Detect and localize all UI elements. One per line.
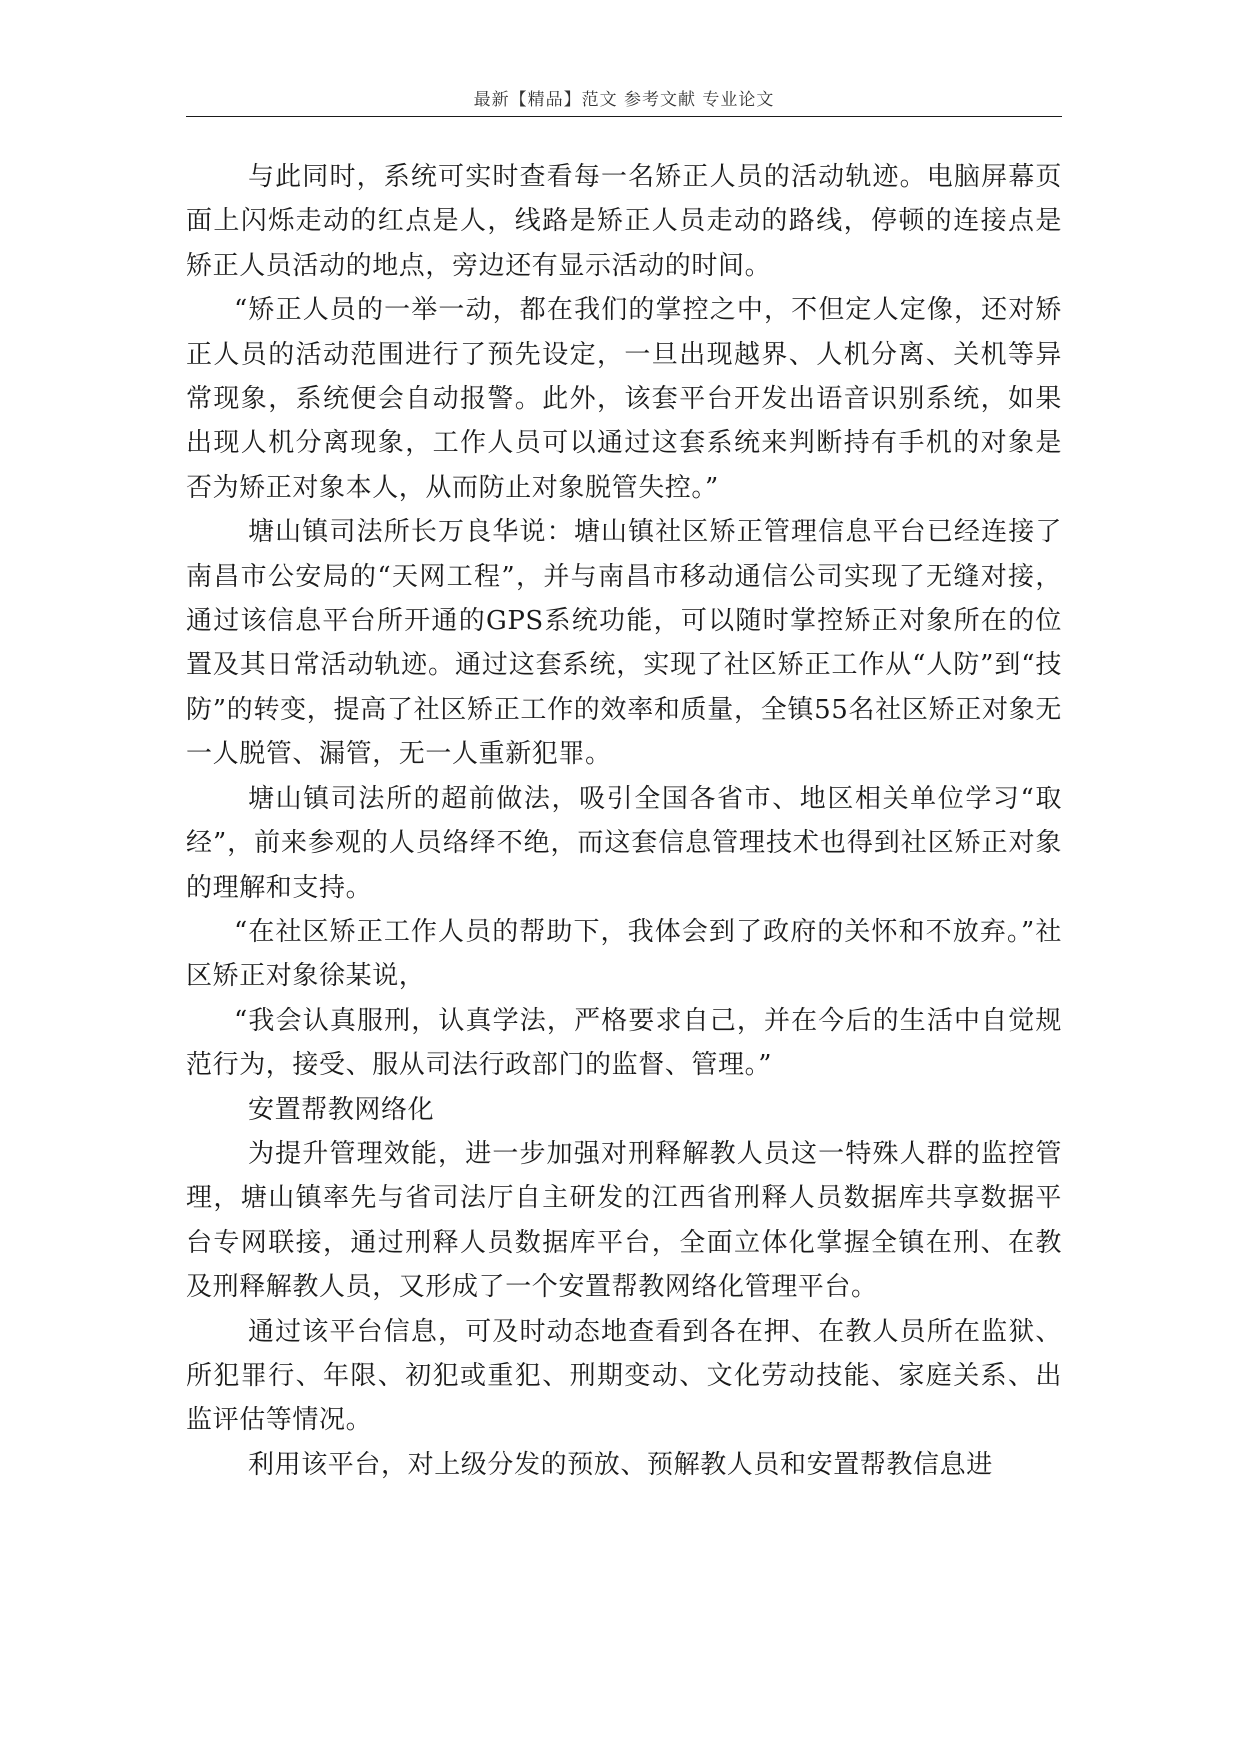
paragraph-tracking-system: 与此同时，系统可实时查看每一名矫正人员的活动轨迹。电脑屏幕页面上闪烁走动的红点是人，线路是矫正人员走动的路线，停顿的连接点是矫正人员活动的地点，旁边还有显示活动的时间。: [186, 162, 1062, 281]
paragraph-quote-monitoring: “矫正人员的一举一动，都在我们的掌控之中，不但定人定像，还对矫正人员的活动范围进行了预先设定，一旦出现越界、人机分离、关机等异常现象，系统便会自动报警。此外，该套平台开发出语音识别系统，如果出现人机分离现象，工作人员可以通过这套系统来判断持有手机的对象是否为矫正对象本人，从而防止对象脱管失控。”: [186, 295, 1062, 503]
paragraph-quote-pledge: “我会认真服刑，认真学法，严格要求自己，并在今后的生活中自觉规范行为，接受、服从司法行政部门的监督、管理。”: [186, 1005, 1062, 1081]
header-divider: [186, 116, 1062, 117]
paragraph-platform-info: 通过该平台信息，可及时动态地查看到各在押、在教人员所在监狱、所犯罪行、年限、初犯或重犯、刑期变动、文化劳动技能、家庭关系、出监评估等情况。: [186, 1316, 1062, 1436]
section-subheading: 安置帮教网络化: [248, 1094, 435, 1125]
page-header: 最新【精品】范文 参考文献 专业论文: [473, 90, 775, 110]
document-body: [186, 155, 1062, 1487]
paragraph-quote-gratitude: “在社区矫正工作人员的帮助下，我体会到了政府的关怀和不放弃。”社区矫正对象徐某说，: [186, 916, 1062, 992]
paragraph-visitors: 塘山镇司法所的超前做法，吸引全国各省市、地区相关单位学习“取经”，前来参观的人员络绎不绝，而这套信息管理技术也得到社区矫正对象的理解和支持。: [186, 783, 1062, 903]
paragraph-director-statement: 塘山镇司法所长万良华说：塘山镇社区矫正管理信息平台已经连接了南昌市公安局的“天网工程”，并与南昌市移动通信公司实现了无缝对接，通过该信息平台所开通的GPS系统功能，可以随时掌控矫正对象所在的位置及其日常活动轨迹。通过这套系统，实现了社区矫正工作从“人防”到“技防”的转变，提高了社区矫正工作的效率和质量，全镇55名社区矫正对象无一人脱管、漏管，无一人重新犯罪。: [186, 517, 1062, 770]
paragraph-platform-usage: 利用该平台，对上级分发的预放、预解教人员和安置帮教信息进: [248, 1449, 993, 1480]
paragraph-database-platform: 为提升管理效能，进一步加强对刑释解教人员这一特殊人群的监控管理，塘山镇率先与省司法厅自主研发的江西省刑释人员数据库共享数据平台专网联接，通过刑释人员数据库平台，全面立体化掌握全镇在刑、在教及刑释解教人员，又形成了一个安置帮教网络化管理平台。: [186, 1138, 1062, 1303]
